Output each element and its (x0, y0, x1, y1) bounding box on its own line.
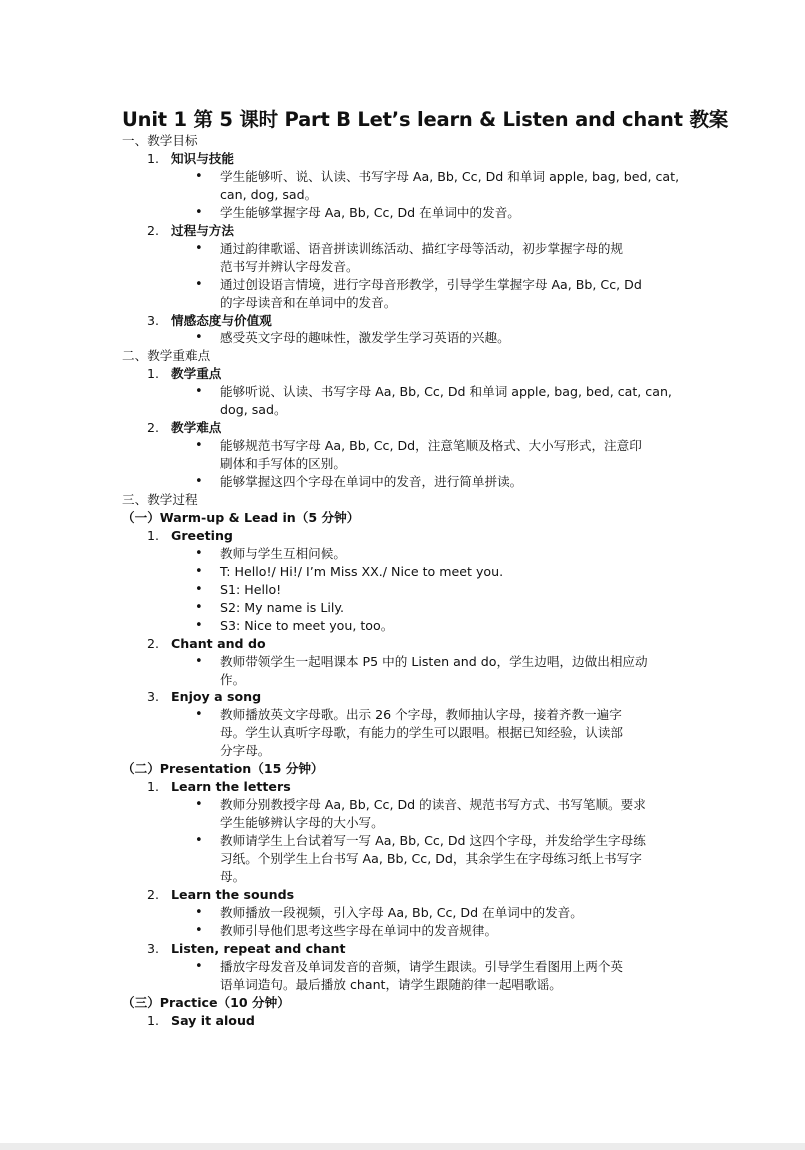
bullet-text-line: 教师引导他们思考这些字母在单词中的发音规律。 (220, 922, 498, 938)
item-title: 教学重点 (171, 366, 222, 382)
bullet-dot-icon: • (195, 653, 203, 669)
bullet-dot-icon: • (195, 204, 203, 220)
bullet-dot-icon: • (195, 599, 203, 615)
subsection-heading: （三）Practice（10 分钟） (122, 994, 290, 1010)
item-number: 1. (147, 779, 160, 795)
bullet-text-line: 教师播放一段视频，引入字母 Aa, Bb, Cc, Dd 在单词中的发音。 (220, 904, 583, 920)
bullet-dot-icon: • (195, 958, 203, 974)
item-number: 1. (147, 1012, 160, 1028)
bullet-text-line: 刷体和手写体的区别。 (220, 456, 346, 472)
bullet-dot-icon: • (195, 384, 203, 400)
item-number: 1. (147, 150, 160, 166)
bullet-text-line: S2: My name is Lily. (220, 599, 345, 615)
subsection-heading: （一）Warm-up & Lead in（5 分钟） (122, 509, 360, 525)
bullet-text-line: S1: Hello! (220, 581, 282, 597)
bullet-text-line: 通过韵律歌谣、语音拼读训练活动、描红字母等活动，初步掌握字母的规 (220, 240, 623, 256)
bullet-text-line: dog, sad。 (220, 402, 287, 418)
bullet-dot-icon: • (195, 707, 203, 723)
item-number: 3. (147, 689, 160, 705)
bullet-text-line: 教师与学生互相问候。 (220, 545, 346, 561)
bullet-dot-icon: • (195, 922, 203, 938)
bullet-text-line: 播放字母发音及单词发音的音频，请学生跟读。引导学生看图用上两个英 (220, 958, 623, 974)
item-title: 过程与方法 (171, 222, 234, 238)
item-number: 2. (147, 222, 160, 238)
item-title: Say it aloud (171, 1012, 255, 1028)
bullet-dot-icon: • (195, 168, 203, 184)
bullet-dot-icon: • (195, 833, 203, 849)
bullet-text-line: 感受英文字母的趣味性，激发学生学习英语的兴趣。 (220, 330, 510, 346)
bullet-text-line: 分字母。 (220, 743, 271, 759)
item-title: 知识与技能 (171, 150, 234, 166)
bullet-dot-icon: • (195, 563, 203, 579)
bullet-text-line: 能够掌握这四个字母在单词中的发音，进行简单拼读。 (220, 474, 523, 490)
bullet-text-line: 教师分别教授字母 Aa, Bb, Cc, Dd 的读音、规范书写方式、书写笔顺。要求 (220, 797, 646, 813)
bullet-text-line: 教师带领学生一起唱课本 P5 中的 Listen and do，学生边唱，边做出相应动 (220, 653, 648, 669)
item-title: Enjoy a song (171, 689, 262, 705)
bullet-text-line: 范书写并辨认字母发音。 (220, 258, 359, 274)
bullet-text-line: T: Hello!/ Hi!/ I’m Miss XX./ Nice to meet you. (220, 563, 504, 579)
item-number: 2. (147, 420, 160, 436)
bullet-text-line: can, dog, sad。 (220, 186, 318, 202)
bullet-text-line: 学生能够辨认字母的大小写。 (220, 815, 384, 831)
item-title: 教学难点 (171, 420, 222, 436)
bullet-dot-icon: • (195, 545, 203, 561)
bullet-text-line: 母。 (220, 868, 246, 884)
bullet-dot-icon: • (195, 474, 203, 490)
bullet-dot-icon: • (195, 581, 203, 597)
section-heading: 三、教学过程 (122, 492, 198, 507)
bullet-dot-icon: • (195, 617, 203, 633)
bullet-dot-icon: • (195, 240, 203, 256)
document-title: Unit 1 第 5 课时 Part B Let’s learn & Listen and chant 教案 (122, 108, 729, 131)
bullet-dot-icon: • (195, 330, 203, 346)
bullet-dot-icon: • (195, 904, 203, 920)
item-title: Chant and do (171, 635, 266, 651)
bullet-text-line: 教师请学生上台试着写一写 Aa, Bb, Cc, Dd 这四个字母，并发给学生字母练 (220, 833, 646, 849)
item-number: 1. (147, 527, 160, 543)
bullet-text-line: 习纸。个别学生上台书写 Aa, Bb, Cc, Dd，其余学生在字母练习纸上书写字 (220, 851, 642, 866)
item-title: Greeting (171, 527, 233, 543)
item-number: 2. (147, 886, 160, 902)
bullet-text-line: 能够规范书写字母 Aa, Bb, Cc, Dd，注意笔顺及格式、大小写形式，注意印 (220, 438, 642, 454)
item-title: 情感态度与价值观 (171, 312, 272, 328)
item-number: 1. (147, 366, 160, 382)
bullet-text-line: 语单词造句。最后播放 chant，请学生跟随韵律一起唱歌谣。 (220, 976, 562, 992)
bullet-text-line: 教师播放英文字母歌。出示 26 个字母，教师抽认字母，接着齐教一遍字 (220, 707, 622, 723)
item-title: Listen, repeat and chant (171, 940, 346, 956)
bullet-text-line: 学生能够掌握字母 Aa, Bb, Cc, Dd 在单词中的发音。 (220, 204, 520, 220)
item-number: 3. (147, 940, 160, 956)
subsection-heading: （二）Presentation（15 分钟） (122, 761, 324, 777)
item-number: 3. (147, 312, 160, 328)
bullet-text-line: 母。学生认真听字母歌，有能力的学生可以跟唱。根据已知经验，认读部 (220, 725, 623, 741)
bullet-text-line: 学生能够听、说、认读、书写字母 Aa, Bb, Cc, Dd 和单词 apple, bag, bed, cat, (220, 168, 680, 184)
bullet-text-line: 作。 (220, 671, 246, 687)
item-title: Learn the letters (171, 779, 291, 795)
page-bottom-edge (0, 1143, 805, 1150)
bullet-dot-icon: • (195, 276, 203, 292)
bullet-dot-icon: • (195, 438, 203, 454)
section-heading: 一、教学目标 (122, 133, 198, 148)
section-heading: 二、教学重难点 (122, 348, 211, 364)
bullet-text-line: 通过创设语言情境，进行字母音形教学，引导学生掌握字母 Aa, Bb, Cc, Dd (220, 276, 642, 292)
bullet-text-line: 的字母读音和在单词中的发音。 (220, 294, 397, 310)
item-title: Learn the sounds (171, 886, 295, 902)
bullet-text-line: 能够听说、认读、书写字母 Aa, Bb, Cc, Dd 和单词 apple, bag, bed, cat, can, (220, 384, 672, 400)
item-number: 2. (147, 635, 160, 651)
bullet-text-line: S3: Nice to meet you, too。 (220, 617, 394, 633)
bullet-dot-icon: • (195, 797, 203, 813)
